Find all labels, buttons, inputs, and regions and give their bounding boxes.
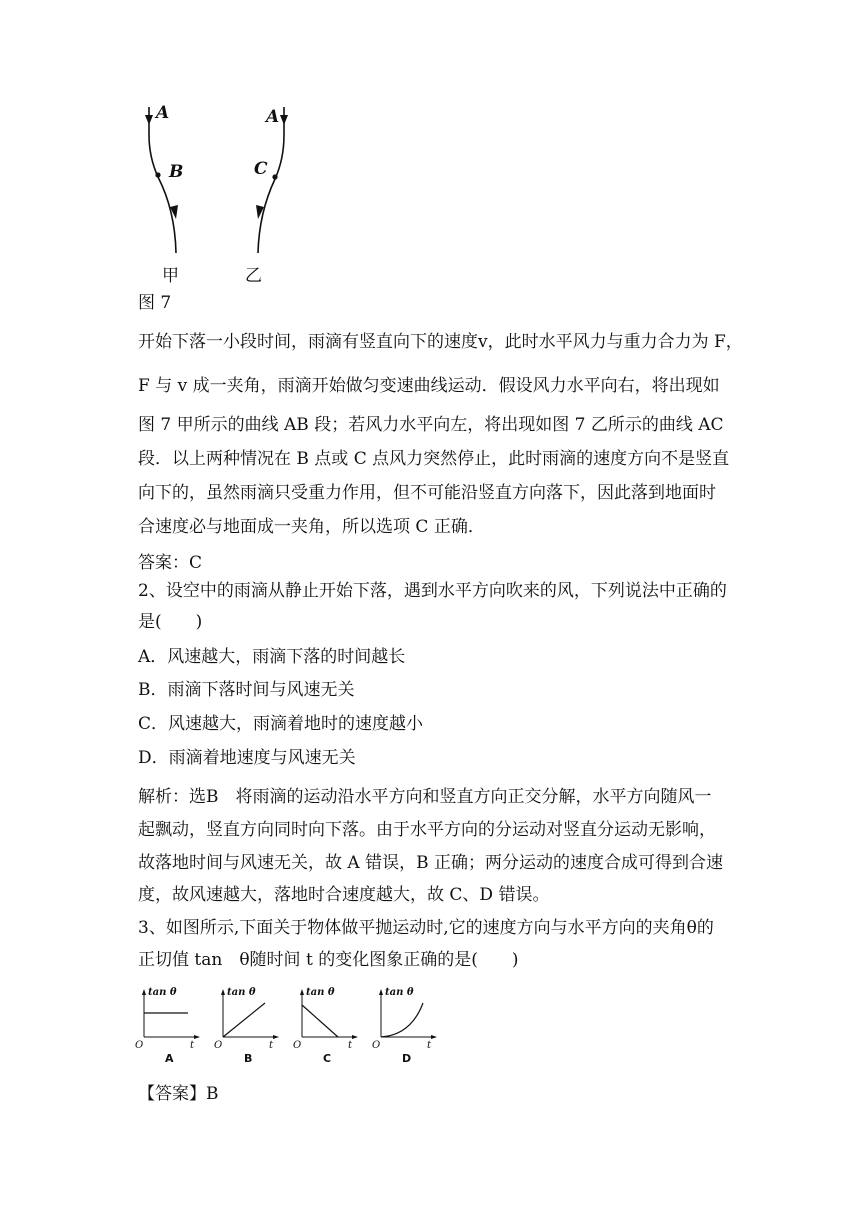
graph-c-line (302, 1005, 338, 1037)
q2-stem-line-1: 2、设空中的雨滴从静止开始下落，遇到水平方向吹来的风，下列说法中正确的 (138, 581, 727, 601)
q2-option-c: C．风速越大，雨滴着地时的速度越小 (138, 714, 424, 734)
graph-b-name: B (244, 1052, 253, 1065)
q2-option-a: A．风速越大，雨滴下落的时间越长 (138, 647, 406, 667)
explanation-line-6: 合速度必与地面成一夹角，所以选项 C 正确． (138, 517, 485, 537)
curve-ac (258, 107, 284, 253)
explanation-line-3: 图 7 甲所示的曲线 AB 段；若风力水平向左，将出现如图 7 乙所示的曲线 AC (138, 415, 724, 435)
q2-analysis-line-1: 解析：选B 将雨滴的运动沿水平方向和竖直方向正交分解，水平方向随风一 (138, 787, 712, 807)
graph-d-ylabel: tan θ (385, 987, 414, 998)
explanation-line-5: 向下的，虽然雨滴只受重力作用，但不可能沿竖直方向落下，因此落到地面时 (138, 483, 716, 503)
graph-d (369, 985, 439, 1067)
graph-d-name: D (402, 1052, 412, 1065)
q2-analysis-line-3: 故落地时间与风速无关，故 A 错误，B 正确；两分运动的速度合成可得到合速 (138, 853, 723, 873)
graph-d-origin: O (372, 1040, 381, 1051)
q3-answer: 【答案】B (138, 1084, 219, 1104)
q3-stem-line-2: 正切值 tan θ随时间 t 的变化图象正确的是( ) (138, 950, 519, 970)
explanation-line-2: F 与 v 成一夹角，雨滴开始做匀变速曲线运动．假设风力水平向右，将出现如 (138, 376, 720, 396)
figure-7-caption: 图 7 (138, 293, 172, 313)
fig-label-a-left: A (156, 103, 170, 123)
fig-label-b: B (169, 162, 184, 182)
fig-label-a-right: A (266, 107, 280, 127)
fig-caption-jia: 甲 (162, 266, 179, 286)
point-b (155, 172, 160, 177)
q3-stem-line-1: 3、如图所示,下面关于物体做平抛运动时,它的速度方向与水平方向的夹角θ的 (138, 918, 714, 938)
q2-stem-line-2: 是( ) (138, 612, 203, 632)
q2-option-d: D．雨滴着地速度与风速无关 (138, 748, 356, 768)
graph-c-xlabel: t (348, 1040, 353, 1051)
point-c (272, 174, 277, 179)
graph-b-ylabel: tan θ (227, 987, 256, 998)
answer-1: 答案：C (138, 553, 203, 573)
arrow-left-top (145, 115, 153, 125)
q2-option-b: B．雨滴下落时间与风速无关 (138, 680, 355, 700)
q2-analysis-line-2: 起飘动，竖直方向同时向下落。由于水平方向的分运动对竖直分运动无影响， (138, 820, 716, 840)
arrow-right-top (280, 115, 288, 125)
graph-c (290, 985, 360, 1067)
q2-analysis-line-4: 度，故风速越大，落地时合速度越大，故 C、D 错误。 (138, 885, 550, 905)
graph-a-xlabel: t (190, 1040, 195, 1051)
graph-b-line (223, 1003, 265, 1037)
graph-d-xlabel: t (427, 1040, 432, 1051)
graph-d-curve (381, 1003, 423, 1037)
graph-a (132, 985, 202, 1067)
figure-7-curves (120, 95, 320, 295)
graph-c-ylabel: tan θ (306, 987, 335, 998)
graph-a-origin: O (135, 1040, 144, 1051)
explanation-line-1: 开始下落一小段时间，雨滴有竖直向下的速度v，此时水平风力与重力合力为 F， (138, 332, 743, 352)
figure-7 (120, 95, 320, 295)
fig-label-c: C (254, 159, 268, 179)
fig-caption-yi: 乙 (245, 266, 262, 286)
graph-a-name: A (165, 1052, 174, 1065)
graph-b-origin: O (214, 1040, 223, 1051)
graph-a-ylabel: tan θ (148, 987, 177, 998)
graph-b-xlabel: t (269, 1040, 274, 1051)
graph-c-origin: O (293, 1040, 302, 1051)
graph-c-name: C (323, 1052, 332, 1065)
graph-b (211, 985, 281, 1067)
explanation-line-4: 段．以上两种情况在 B 点或 C 点风力突然停止，此时雨滴的速度方向不是竖直 (138, 449, 730, 469)
